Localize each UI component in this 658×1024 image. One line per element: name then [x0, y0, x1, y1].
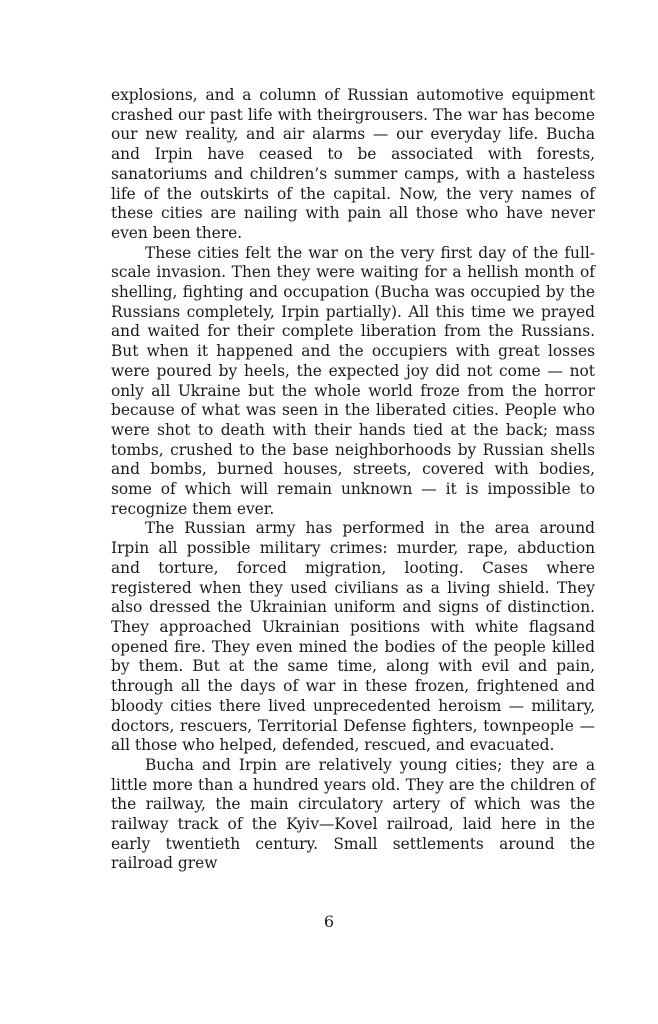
- paragraph-continuation: explosions, and a column of Russian automotive equipment crashed our past life with theirgrousers. The war has become our new reality, and air alarms — our everyday life. Bucha and Irpin have ceased to be associated with forests, sanatoriums and children’s summer camps, with a hasteless life of the outskirts of the capital. Now, the very names of these cities are nailing with pain all those who have never even been there.: [111, 86, 595, 242]
- body-text: [111, 86, 595, 874]
- page-number: 6: [323, 912, 335, 931]
- paragraph-military-crimes: The Russian army has performed in the area around Irpin all possible military crimes: murder, rape, abduction and torture, forced migration, looting. Cases where registered when they used civilians as a living shield. They also dressed the Ukrainian uniform and signs of distinction. They approached Ukrainian positions with white flagsand opened fire. They even mined the bodies of the people killed by them. But at the same time, along with evil and pain, through all the days of war in these frozen, frightened and bloody cities there lived unprecedented heroism — military, doctors, rescuers, Territorial Defense fighters, townpeople — all those who helped, defended, rescued, and evacuated.: [111, 519, 595, 755]
- paragraph-war-first-day: These cities felt the war on the very first day of the full-scale invasion. Then they were waiting for a hellish month of shelling, fighting and occupation (Bucha was occupied by the Russians completely, Irpin partially). All this time we prayed and waited for their complete liberation from the Russians. But when it happened and the occupiers with great losses were poured by heels, the expected joy did not come — not only all Ukraine but the whole world froze from the horror because of what was seen in the liberated cities. People who were shot to death with their hands tied at the back; mass tombs, crushed to the base neighborhoods by Russian shells and bombs, burned houses, streets, covered with bodies, some of which will remain unknown — it is impossible to recognize them ever.: [111, 243, 595, 518]
- paragraph-young-cities: Bucha and Irpin are relatively young cities; they are a little more than a hundred years old. They are the children of the railway, the main circulatory artery of which was the railway track of the Kyiv—Kovel railroad, laid here in the early twentieth century. Small settlements around the railroad grew: [111, 755, 595, 873]
